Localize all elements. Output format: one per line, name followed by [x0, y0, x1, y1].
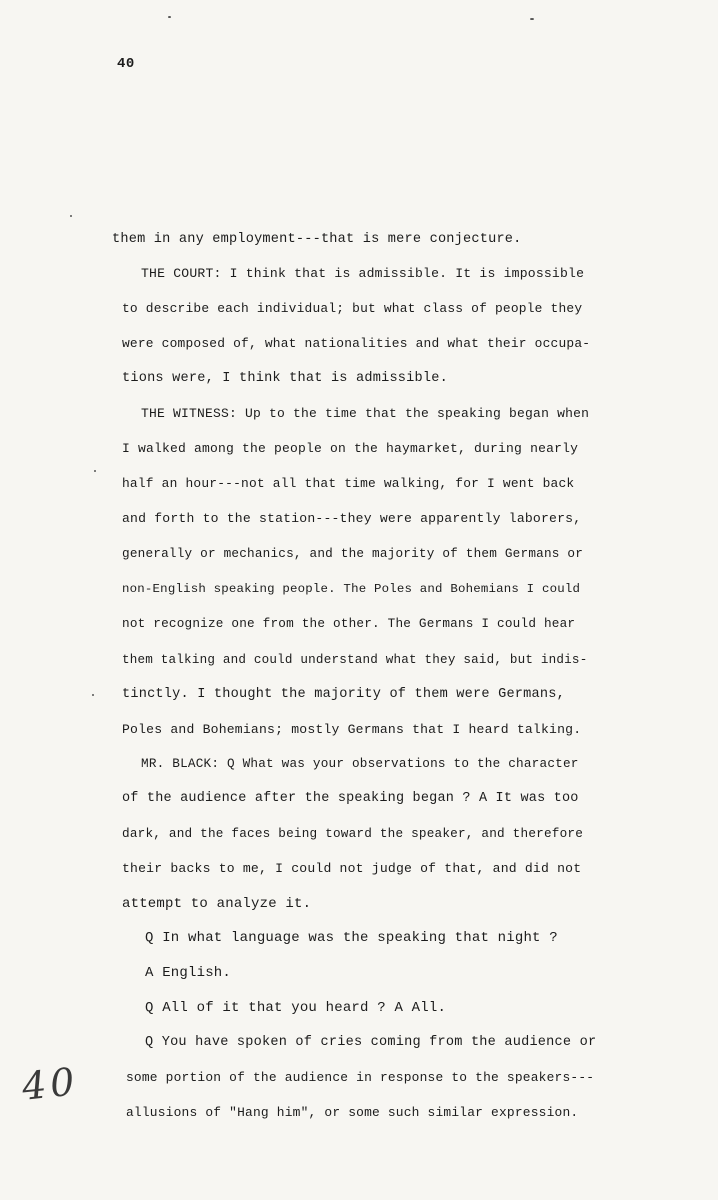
- text-line: THE COURT: I think that is admissible. It is impossible: [141, 266, 585, 281]
- text-line: and forth to the station---they were apparently laborers,: [122, 511, 582, 526]
- text-line: to describe each individual; but what class of people they: [122, 301, 583, 316]
- paper-speck: [70, 215, 72, 217]
- text-line: of the audience after the speaking began ? A It was too: [122, 791, 579, 806]
- text-line: THE WITNESS: Up to the time that the speaking began when: [141, 406, 590, 421]
- text-line: them talking and could understand what they said, but indis-: [122, 653, 588, 667]
- text-line: allusions of "Hang him", or some such similar expression.: [126, 1105, 579, 1120]
- text-line: generally or mechanics, and the majority of them Germans or: [122, 546, 584, 561]
- text-line: Q In what language was the speaking that night ?: [145, 930, 558, 946]
- paper-speck: [92, 694, 94, 696]
- text-line: tinctly. I thought the majority of them were Germans,: [122, 687, 565, 702]
- text-line: MR. BLACK: Q What was your observations to the character: [141, 756, 579, 771]
- text-line: half an hour---not all that time walking, for I went back: [122, 476, 575, 491]
- text-line: them in any employment---that is mere conjecture.: [112, 232, 522, 247]
- paper-speck: [94, 470, 96, 472]
- handwritten-page-number: 40: [19, 1059, 81, 1109]
- text-line: dark, and the faces being toward the speaker, and therefore: [122, 826, 584, 841]
- page-number: 40: [117, 56, 135, 72]
- paper-speck: [168, 16, 171, 18]
- text-line: A English.: [145, 965, 232, 981]
- text-line: Poles and Bohemians; mostly Germans that I heard talking.: [122, 722, 582, 737]
- text-line: tions were, I think that is admissible.: [122, 371, 448, 386]
- text-line: I walked among the people on the haymarket, during nearly: [122, 441, 579, 456]
- text-line: were composed of, what nationalities and what their occupa-: [122, 336, 591, 351]
- text-line: Q All of it that you heard ? A All.: [145, 1000, 447, 1016]
- paper-speck: [530, 18, 534, 20]
- text-line: attempt to analyze it.: [122, 896, 312, 912]
- text-line: their backs to me, I could not judge of that, and did not: [122, 861, 582, 876]
- text-line: some portion of the audience in response to the speakers---: [126, 1070, 595, 1085]
- text-line: not recognize one from the other. The Germans I could hear: [122, 616, 576, 631]
- text-line: non-English speaking people. The Poles and Bohemians I could: [122, 582, 581, 596]
- text-line: Q You have spoken of cries coming from the audience or: [145, 1035, 597, 1050]
